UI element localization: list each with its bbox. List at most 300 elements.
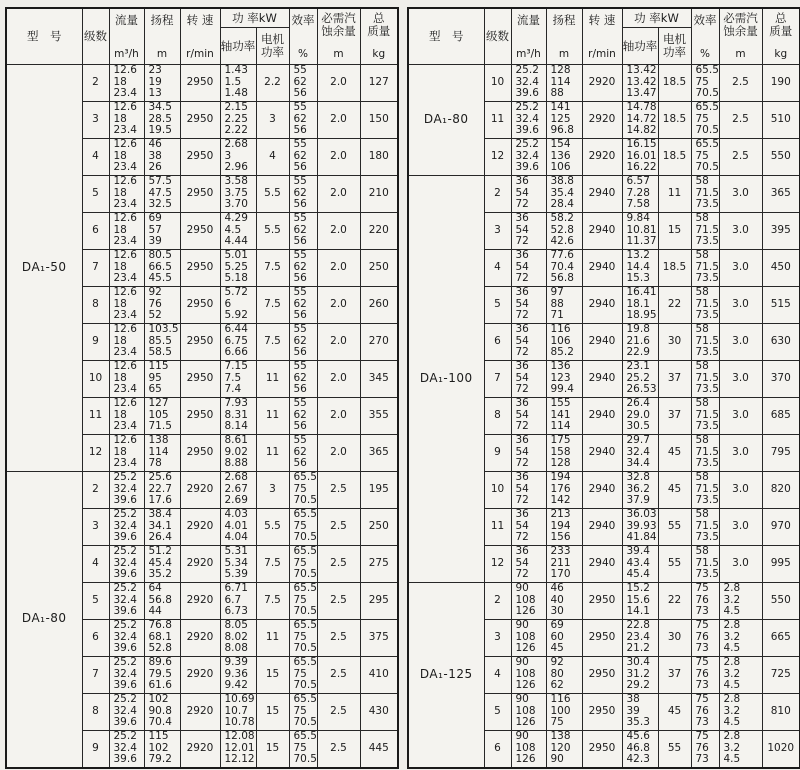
speed-cell: 2940	[582, 471, 622, 508]
npsh-cell: 3.0	[719, 249, 762, 286]
header-mass: 总 质量 kg	[360, 8, 398, 64]
mass-cell: 550	[762, 582, 800, 619]
stages-cell: 5	[484, 693, 511, 730]
npsh-cell: 2.5	[317, 471, 360, 508]
speed-cell: 2950	[582, 619, 622, 656]
shaft-power-cell: 9.39 9.36 9.42	[220, 656, 256, 693]
stages-cell: 12	[82, 434, 109, 471]
stages-cell: 2	[82, 64, 109, 101]
npsh-cell: 2.5	[317, 619, 360, 656]
speed-cell: 2940	[582, 286, 622, 323]
shaft-power-cell: 9.84 10.81 11.37	[622, 212, 658, 249]
npsh-cell: 3.0	[719, 508, 762, 545]
head-cell: 194 176 142	[546, 471, 582, 508]
shaft-power-cell: 5.31 5.34 5.39	[220, 545, 256, 582]
motor-power-cell: 7.5	[256, 323, 289, 360]
speed-cell: 2940	[582, 545, 622, 582]
shaft-power-cell: 8.05 8.02 8.08	[220, 619, 256, 656]
header-stages: 级数	[82, 8, 109, 64]
motor-power-cell: 15	[256, 693, 289, 730]
stages-cell: 4	[82, 545, 109, 582]
motor-power-cell: 18.5	[658, 249, 691, 286]
motor-power-cell: 11	[256, 434, 289, 471]
npsh-cell: 2.0	[317, 323, 360, 360]
flow-cell: 36 54 72	[511, 360, 546, 397]
efficiency-cell: 65.5 75 70.5	[289, 471, 317, 508]
motor-power-cell: 7.5	[256, 286, 289, 323]
shaft-power-cell: 6.71 6.7 6.73	[220, 582, 256, 619]
model-cell: DA₁-125	[408, 582, 484, 768]
header-flow: 流量 m³/h	[511, 8, 546, 64]
spec-row	[6, 64, 398, 101]
npsh-cell: 2.0	[317, 175, 360, 212]
npsh-cell: 2.5	[719, 64, 762, 101]
motor-power-cell: 11	[256, 360, 289, 397]
mass-cell: 210	[360, 175, 398, 212]
header-model: 型 号	[408, 8, 484, 64]
pump-spec-table-right	[407, 7, 800, 769]
efficiency-cell: 65.5 75 70.5	[289, 693, 317, 730]
stages-cell: 6	[82, 619, 109, 656]
stages-cell: 10	[484, 471, 511, 508]
shaft-power-cell: 7.15 7.5 7.4	[220, 360, 256, 397]
header-shaft-power: 轴功率	[220, 27, 256, 64]
mass-cell: 270	[360, 323, 398, 360]
flow-cell: 25.2 32.4 39.6	[109, 582, 144, 619]
efficiency-cell: 65.5 75 70.5	[691, 101, 719, 138]
speed-cell: 2950	[582, 582, 622, 619]
motor-power-cell: 7.5	[256, 249, 289, 286]
head-cell: 92 76 52	[144, 286, 180, 323]
head-cell: 89.6 79.5 61.6	[144, 656, 180, 693]
stages-cell: 9	[82, 323, 109, 360]
header-motor-power: 电机 功率	[658, 27, 691, 64]
head-cell: 141 125 96.8	[546, 101, 582, 138]
mass-cell: 355	[360, 397, 398, 434]
model-cell: DA₁-80	[408, 64, 484, 175]
motor-power-cell: 37	[658, 360, 691, 397]
head-cell: 80.5 66.5 45.5	[144, 249, 180, 286]
head-cell: 69 57 39	[144, 212, 180, 249]
head-cell: 154 136 106	[546, 138, 582, 175]
speed-cell: 2950	[180, 138, 220, 175]
npsh-cell: 3.0	[719, 434, 762, 471]
flow-cell: 12.6 18 23.4	[109, 434, 144, 471]
speed-cell: 2950	[180, 101, 220, 138]
mass-cell: 685	[762, 397, 800, 434]
speed-cell: 2940	[582, 249, 622, 286]
header-head: 扬程 m	[144, 8, 180, 64]
flow-cell: 36 54 72	[511, 397, 546, 434]
motor-power-cell: 30	[658, 323, 691, 360]
shaft-power-cell: 12.08 12.01 12.12	[220, 730, 256, 768]
efficiency-cell: 55 62 56	[289, 64, 317, 101]
flow-cell: 25.2 32.4 39.6	[511, 138, 546, 175]
efficiency-cell: 55 62 56	[289, 101, 317, 138]
header-model: 型 号	[6, 8, 82, 64]
efficiency-cell: 58 71.5 73.5	[691, 545, 719, 582]
efficiency-cell: 55 62 56	[289, 434, 317, 471]
shaft-power-cell: 2.68 3 2.96	[220, 138, 256, 175]
speed-cell: 2950	[582, 693, 622, 730]
head-cell: 92 80 62	[546, 656, 582, 693]
spec-row	[408, 64, 800, 101]
speed-cell: 2950	[180, 397, 220, 434]
head-cell: 138 114 78	[144, 434, 180, 471]
efficiency-cell: 75 76 73	[691, 619, 719, 656]
npsh-cell: 3.0	[719, 286, 762, 323]
head-cell: 38.8 35.4 28.4	[546, 175, 582, 212]
efficiency-cell: 58 71.5 73.5	[691, 249, 719, 286]
efficiency-cell: 55 62 56	[289, 286, 317, 323]
speed-cell: 2920	[180, 730, 220, 768]
npsh-cell: 3.0	[719, 545, 762, 582]
head-cell: 23 19 13	[144, 64, 180, 101]
motor-power-cell: 18.5	[658, 64, 691, 101]
efficiency-cell: 55 62 56	[289, 397, 317, 434]
npsh-cell: 3.0	[719, 175, 762, 212]
speed-cell: 2940	[582, 360, 622, 397]
stages-cell: 3	[82, 101, 109, 138]
table-body-left	[6, 64, 398, 768]
flow-cell: 25.2 32.4 39.6	[109, 693, 144, 730]
shaft-power-cell: 16.15 16.01 16.22	[622, 138, 658, 175]
motor-power-cell: 15	[658, 212, 691, 249]
motor-power-cell: 7.5	[256, 582, 289, 619]
shaft-power-cell: 7.93 8.31 8.14	[220, 397, 256, 434]
motor-power-cell: 55	[658, 730, 691, 768]
mass-cell: 395	[762, 212, 800, 249]
speed-cell: 2950	[180, 323, 220, 360]
head-cell: 233 211 170	[546, 545, 582, 582]
header-shaft-power: 轴功率	[622, 27, 658, 64]
mass-cell: 810	[762, 693, 800, 730]
efficiency-cell: 65.5 75 70.5	[289, 656, 317, 693]
efficiency-cell: 75 76 73	[691, 693, 719, 730]
flow-cell: 25.2 32.4 39.6	[109, 545, 144, 582]
mass-cell: 795	[762, 434, 800, 471]
flow-cell: 36 54 72	[511, 286, 546, 323]
efficiency-cell: 58 71.5 73.5	[691, 360, 719, 397]
model-cell: DA₁-50	[6, 64, 82, 471]
efficiency-cell: 58 71.5 73.5	[691, 175, 719, 212]
npsh-cell: 2.5	[317, 582, 360, 619]
mass-cell: 445	[360, 730, 398, 768]
motor-power-cell: 3	[256, 101, 289, 138]
stages-cell: 3	[484, 619, 511, 656]
header-speed: 转 速 r/min	[582, 8, 622, 64]
motor-power-cell: 18.5	[658, 138, 691, 175]
mass-cell: 515	[762, 286, 800, 323]
flow-cell: 12.6 18 23.4	[109, 249, 144, 286]
stages-cell: 7	[82, 249, 109, 286]
speed-cell: 2950	[180, 286, 220, 323]
flow-cell: 25.2 32.4 39.6	[109, 619, 144, 656]
shaft-power-cell: 2.15 2.25 2.22	[220, 101, 256, 138]
flow-cell: 90 108 126	[511, 656, 546, 693]
stages-cell: 12	[484, 138, 511, 175]
head-cell: 34.5 28.5 19.5	[144, 101, 180, 138]
shaft-power-cell: 6.57 7.28 7.58	[622, 175, 658, 212]
flow-cell: 12.6 18 23.4	[109, 212, 144, 249]
efficiency-cell: 58 71.5 73.5	[691, 286, 719, 323]
speed-cell: 2920	[582, 101, 622, 138]
npsh-cell: 2.8 3.2 4.5	[719, 582, 762, 619]
shaft-power-cell: 1.43 1.5 1.48	[220, 64, 256, 101]
stages-cell: 8	[82, 286, 109, 323]
head-cell: 116 106 85.2	[546, 323, 582, 360]
stages-cell: 4	[82, 138, 109, 175]
efficiency-cell: 65.5 75 70.5	[289, 508, 317, 545]
stages-cell: 10	[484, 64, 511, 101]
mass-cell: 375	[360, 619, 398, 656]
mass-cell: 180	[360, 138, 398, 175]
npsh-cell: 3.0	[719, 397, 762, 434]
head-cell: 115 95 65	[144, 360, 180, 397]
mass-cell: 510	[762, 101, 800, 138]
mass-cell: 370	[762, 360, 800, 397]
stages-cell: 3	[82, 508, 109, 545]
efficiency-cell: 65.5 75 70.5	[691, 138, 719, 175]
motor-power-cell: 15	[256, 656, 289, 693]
header-flow: 流量 m³/h	[109, 8, 144, 64]
head-cell: 46 40 30	[546, 582, 582, 619]
flow-cell: 36 54 72	[511, 212, 546, 249]
speed-cell: 2950	[180, 64, 220, 101]
head-cell: 64 56.8 44	[144, 582, 180, 619]
shaft-power-cell: 29.7 32.4 34.4	[622, 434, 658, 471]
efficiency-cell: 65.5 75 70.5	[289, 545, 317, 582]
shaft-power-cell: 15.2 15.6 14.1	[622, 582, 658, 619]
motor-power-cell: 3	[256, 471, 289, 508]
header-mass: 总 质量 kg	[762, 8, 800, 64]
motor-power-cell: 7.5	[256, 545, 289, 582]
speed-cell: 2920	[180, 545, 220, 582]
motor-power-cell: 11	[658, 175, 691, 212]
shaft-power-cell: 16.41 18.1 18.95	[622, 286, 658, 323]
stages-cell: 9	[82, 730, 109, 768]
model-cell: DA₁-80	[6, 471, 82, 768]
table-header	[408, 8, 800, 64]
head-cell: 25.6 22.7 17.6	[144, 471, 180, 508]
shaft-power-cell: 13.42 13.42 13.47	[622, 64, 658, 101]
speed-cell: 2920	[180, 508, 220, 545]
head-cell: 51.2 45.4 35.2	[144, 545, 180, 582]
stages-cell: 11	[484, 101, 511, 138]
efficiency-cell: 58 71.5 73.5	[691, 434, 719, 471]
flow-cell: 25.2 32.4 39.6	[109, 471, 144, 508]
mass-cell: 365	[762, 175, 800, 212]
flow-cell: 36 54 72	[511, 249, 546, 286]
head-cell: 127 105 71.5	[144, 397, 180, 434]
npsh-cell: 2.8 3.2 4.5	[719, 619, 762, 656]
speed-cell: 2950	[582, 730, 622, 768]
flow-cell: 12.6 18 23.4	[109, 360, 144, 397]
flow-cell: 90 108 126	[511, 619, 546, 656]
motor-power-cell: 5.5	[256, 212, 289, 249]
pump-spec-table-left	[5, 7, 399, 769]
mass-cell: 195	[360, 471, 398, 508]
stages-cell: 6	[484, 323, 511, 360]
speed-cell: 2920	[180, 582, 220, 619]
speed-cell: 2920	[582, 138, 622, 175]
header-stages: 级数	[484, 8, 511, 64]
motor-power-cell: 22	[658, 582, 691, 619]
table-body-right	[408, 64, 800, 768]
flow-cell: 36 54 72	[511, 508, 546, 545]
speed-cell: 2920	[180, 619, 220, 656]
head-cell: 58.2 52.8 42.6	[546, 212, 582, 249]
model-cell: DA₁-100	[408, 175, 484, 582]
stages-cell: 10	[82, 360, 109, 397]
motor-power-cell: 5.5	[256, 175, 289, 212]
efficiency-cell: 55 62 56	[289, 249, 317, 286]
flow-cell: 90 108 126	[511, 730, 546, 768]
stages-cell: 2	[484, 175, 511, 212]
flow-cell: 12.6 18 23.4	[109, 138, 144, 175]
flow-cell: 25.2 32.4 39.6	[511, 101, 546, 138]
stages-cell: 11	[82, 397, 109, 434]
header-speed: 转 速 r/min	[180, 8, 220, 64]
head-cell: 213 194 156	[546, 508, 582, 545]
efficiency-cell: 58 71.5 73.5	[691, 508, 719, 545]
flow-cell: 36 54 72	[511, 471, 546, 508]
shaft-power-cell: 5.72 6 5.92	[220, 286, 256, 323]
mass-cell: 250	[360, 249, 398, 286]
mass-cell: 970	[762, 508, 800, 545]
npsh-cell: 2.0	[317, 397, 360, 434]
shaft-power-cell: 39.4 43.4 45.4	[622, 545, 658, 582]
stages-cell: 5	[82, 582, 109, 619]
speed-cell: 2950	[582, 656, 622, 693]
efficiency-cell: 58 71.5 73.5	[691, 471, 719, 508]
mass-cell: 450	[762, 249, 800, 286]
spec-row	[408, 582, 800, 619]
mass-cell: 295	[360, 582, 398, 619]
header-efficiency: 效率 %	[691, 8, 719, 64]
mass-cell: 630	[762, 323, 800, 360]
mass-cell: 220	[360, 212, 398, 249]
stages-cell: 8	[82, 693, 109, 730]
head-cell: 46 38 26	[144, 138, 180, 175]
npsh-cell: 2.0	[317, 286, 360, 323]
efficiency-cell: 58 71.5 73.5	[691, 323, 719, 360]
head-cell: 115 102 79.2	[144, 730, 180, 768]
header-head: 扬程 m	[546, 8, 582, 64]
shaft-power-cell: 22.8 23.4 21.2	[622, 619, 658, 656]
npsh-cell: 3.0	[719, 212, 762, 249]
head-cell: 57.5 47.5 32.5	[144, 175, 180, 212]
head-cell: 77.6 70.4 56.8	[546, 249, 582, 286]
flow-cell: 36 54 72	[511, 175, 546, 212]
npsh-cell: 2.8 3.2 4.5	[719, 656, 762, 693]
speed-cell: 2950	[180, 360, 220, 397]
mass-cell: 345	[360, 360, 398, 397]
shaft-power-cell: 3.58 3.75 3.70	[220, 175, 256, 212]
motor-power-cell: 45	[658, 693, 691, 730]
efficiency-cell: 65.5 75 70.5	[691, 64, 719, 101]
npsh-cell: 2.0	[317, 212, 360, 249]
efficiency-cell: 58 71.5 73.5	[691, 212, 719, 249]
speed-cell: 2920	[582, 64, 622, 101]
npsh-cell: 2.0	[317, 101, 360, 138]
efficiency-cell: 65.5 75 70.5	[289, 730, 317, 768]
head-cell: 136 123 99.4	[546, 360, 582, 397]
motor-power-cell: 55	[658, 508, 691, 545]
header-npsh: 必需汽 蚀余量 m	[719, 8, 762, 64]
shaft-power-cell: 32.8 36.2 37.9	[622, 471, 658, 508]
shaft-power-cell: 10.69 10.7 10.78	[220, 693, 256, 730]
speed-cell: 2940	[582, 323, 622, 360]
stages-cell: 12	[484, 545, 511, 582]
motor-power-cell: 5.5	[256, 508, 289, 545]
stages-cell: 7	[484, 360, 511, 397]
head-cell: 102 90.8 70.4	[144, 693, 180, 730]
head-cell: 155 141 114	[546, 397, 582, 434]
shaft-power-cell: 45.6 46.8 42.3	[622, 730, 658, 768]
mass-cell: 275	[360, 545, 398, 582]
efficiency-cell: 55 62 56	[289, 360, 317, 397]
mass-cell: 430	[360, 693, 398, 730]
mass-cell: 260	[360, 286, 398, 323]
stages-cell: 2	[484, 582, 511, 619]
npsh-cell: 2.8 3.2 4.5	[719, 693, 762, 730]
efficiency-cell: 58 71.5 73.5	[691, 397, 719, 434]
flow-cell: 25.2 32.4 39.6	[109, 656, 144, 693]
stages-cell: 6	[82, 212, 109, 249]
flow-cell: 90 108 126	[511, 693, 546, 730]
speed-cell: 2940	[582, 434, 622, 471]
flow-cell: 12.6 18 23.4	[109, 323, 144, 360]
head-cell: 97 88 71	[546, 286, 582, 323]
npsh-cell: 2.5	[317, 656, 360, 693]
stages-cell: 4	[484, 249, 511, 286]
efficiency-cell: 75 76 73	[691, 656, 719, 693]
stages-cell: 7	[82, 656, 109, 693]
head-cell: 69 60 45	[546, 619, 582, 656]
efficiency-cell: 65.5 75 70.5	[289, 619, 317, 656]
motor-power-cell: 30	[658, 619, 691, 656]
mass-cell: 127	[360, 64, 398, 101]
motor-power-cell: 22	[658, 286, 691, 323]
shaft-power-cell: 23.1 25.2 26.53	[622, 360, 658, 397]
flow-cell: 25.2 32.4 39.6	[109, 508, 144, 545]
speed-cell: 2950	[180, 434, 220, 471]
npsh-cell: 2.5	[317, 730, 360, 768]
shaft-power-cell: 13.2 14.4 15.3	[622, 249, 658, 286]
motor-power-cell: 37	[658, 656, 691, 693]
mass-cell: 250	[360, 508, 398, 545]
head-cell: 138 120 90	[546, 730, 582, 768]
shaft-power-cell: 30.4 31.2 29.2	[622, 656, 658, 693]
motor-power-cell: 18.5	[658, 101, 691, 138]
stages-cell: 4	[484, 656, 511, 693]
efficiency-cell: 55 62 56	[289, 323, 317, 360]
shaft-power-cell: 26.4 29.0 30.5	[622, 397, 658, 434]
motor-power-cell: 11	[256, 397, 289, 434]
speed-cell: 2940	[582, 175, 622, 212]
mass-cell: 365	[360, 434, 398, 471]
stages-cell: 8	[484, 397, 511, 434]
stages-cell: 2	[82, 471, 109, 508]
mass-cell: 410	[360, 656, 398, 693]
mass-cell: 150	[360, 101, 398, 138]
mass-cell: 550	[762, 138, 800, 175]
mass-cell: 995	[762, 545, 800, 582]
npsh-cell: 3.0	[719, 360, 762, 397]
flow-cell: 25.2 32.4 39.6	[511, 64, 546, 101]
flow-cell: 36 54 72	[511, 323, 546, 360]
